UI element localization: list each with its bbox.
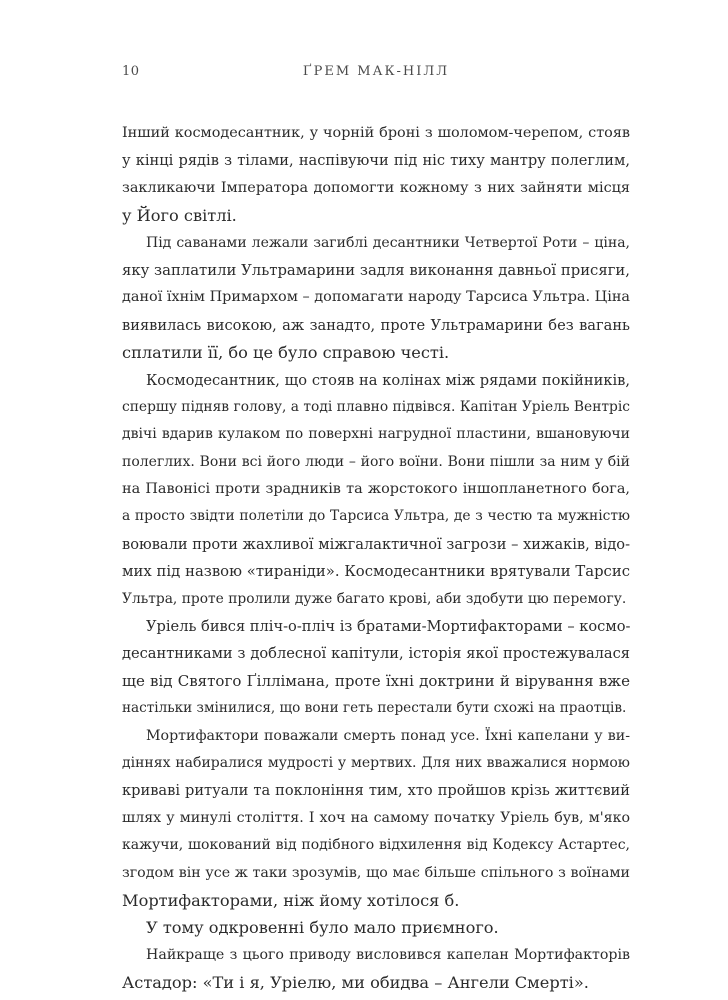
text-line: Мортифактори поважали смерть понад усе. Їхні капелани у ви- bbox=[146, 727, 630, 744]
text-line: мих під назвою «тираніди». Космодесантники врятували Тарсис bbox=[122, 563, 630, 581]
text-line: Під саванами лежали загиблі десантники Четвертої Роти – ціна, bbox=[146, 234, 630, 251]
text-line: спершу підняв голову, а тоді плавно підвівся. Капітан Уріель Вентріс bbox=[122, 398, 630, 415]
text-line: десантниками з доблесної капітули, історія якої простежувалася bbox=[122, 645, 630, 663]
text-line: Ультра, проте пролили дуже багато крові, аби здобути цю перемогу. bbox=[122, 590, 627, 607]
running-head: ҐРЕМ МАК-НІЛЛ bbox=[302, 64, 450, 79]
text-line: кажучи, шокований від подібного відхилення від Кодексу Астартес, bbox=[122, 837, 630, 854]
paragraph bbox=[122, 613, 630, 723]
text-line: у кінці рядів з тілами, наспівуючи під ніс тиху мантру полеглим, bbox=[122, 152, 630, 170]
text-line: на Павонісі проти зрадників та жорстокого іншопланетного бога, bbox=[122, 481, 630, 498]
body-text bbox=[122, 120, 630, 997]
text-line: Уріель бився пліч-о-пліч із братами-Мортифакторами – космо- bbox=[146, 618, 631, 636]
page-header bbox=[122, 64, 630, 84]
text-line: настільки змінилися, що вони геть перестали бути схожі на праотців. bbox=[122, 700, 627, 717]
text-line: яку заплатили Ультрамарини задля виконання давньої присяги, bbox=[122, 261, 630, 279]
text-line: у Його світлі. bbox=[122, 206, 237, 226]
text-line: Астадор: «Ти і я, Уріелю, ми обидва – Ангели Смерті». bbox=[122, 973, 589, 993]
text-line: виявилась високою, аж занадто, проте Ультрамарини без вагань bbox=[122, 316, 630, 334]
paragraph bbox=[122, 367, 630, 614]
text-line: сплатили її, бо це було справою честі. bbox=[122, 343, 450, 363]
paragraph bbox=[122, 230, 630, 367]
paragraph bbox=[122, 120, 630, 230]
paragraph bbox=[122, 914, 630, 941]
text-line: воювали проти жахливої міжгалактичної загрози – хижаків, відо- bbox=[122, 535, 631, 553]
text-line: У тому одкровенні було мало приємного. bbox=[146, 918, 499, 938]
text-line: ще від Святого Ґіллімана, проте їхні доктрини й вірування вже bbox=[122, 671, 630, 690]
text-line: шлях у минулі століття. І хоч на самому початку Уріель був, м'яко bbox=[122, 809, 630, 826]
paragraph bbox=[122, 723, 630, 915]
text-line: криваві ритуали та поклоніння тим, хто пройшов крізь життєвий bbox=[122, 782, 630, 800]
text-line: діннях набиралися мудрості у мертвих. Для них вважалися нормою bbox=[122, 754, 630, 771]
text-line: закликаючи Імператора допомогти кожному з них зайняти місця bbox=[122, 179, 630, 196]
text-line: полеглих. Вони всі його люди – його воїни. Вони пішли за ним у бій bbox=[122, 453, 630, 470]
text-line: а просто звідти полетіли до Тарсиса Ультра, де з честю та мужністю bbox=[122, 508, 630, 525]
text-line: Найкраще з цього приводу висловився капелан Мортифакторів bbox=[146, 946, 630, 963]
text-line: Інший космодесантник, у чорній броні з шоломом-черепом, стояв bbox=[122, 125, 630, 141]
text-line: двічі вдарив кулаком по поверхні нагрудної пластини, вшановуючи bbox=[122, 426, 630, 443]
text-line: даної їхнім Примархом – допомагати народу Тарсиса Ультра. Ціна bbox=[122, 289, 630, 306]
text-line: Мортифакторами, ніж йому хотілося б. bbox=[122, 890, 460, 910]
paragraph bbox=[122, 942, 630, 997]
page-number: 10 bbox=[122, 64, 140, 79]
text-line: Космодесантник, що стояв на колінах між рядами покійників, bbox=[146, 371, 630, 389]
text-line: згодом він усе ж таки зрозумів, що має більше спільного з воїнами bbox=[122, 864, 630, 881]
